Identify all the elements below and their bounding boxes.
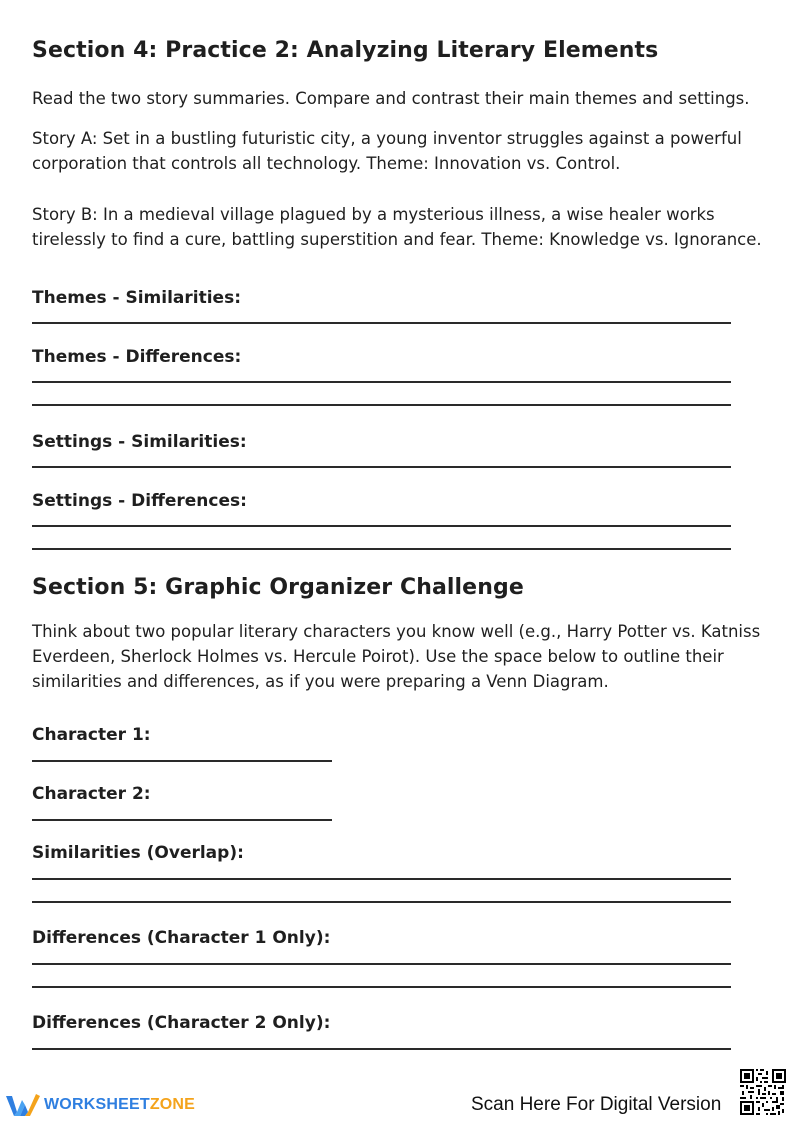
similarities-answer-line-2[interactable]: [32, 901, 731, 903]
character-2-label: Character 2:: [32, 784, 151, 804]
character-2-answer-line[interactable]: [32, 819, 332, 821]
logo-word-worksheet: WORKSHEET: [44, 1096, 150, 1113]
differences-character-2-answer-line[interactable]: [32, 1048, 731, 1050]
themes-similarities-label: Themes - Similarities:: [32, 288, 242, 308]
differences-character-1-answer-line-2[interactable]: [32, 986, 731, 988]
section-4-instructions: Read the two story summaries. Compare and contrast their main themes and settings.: [32, 89, 750, 108]
differences-character-2-label: Differences (Character 2 Only):: [32, 1013, 331, 1033]
similarities-overlap-label: Similarities (Overlap):: [32, 843, 244, 863]
settings-differences-answer-line-1[interactable]: [32, 525, 731, 527]
themes-differences-label: Themes - Differences:: [32, 347, 242, 367]
worksheet-zone-logo-text: [44, 1096, 195, 1114]
character-1-label: Character 1:: [32, 725, 151, 745]
section-5-instructions: Think about two popular literary characters you know well (e.g., Harry Potter vs. Katniss Everdeen, Sherlock Holmes vs. Hercule Poirot). Use the space below to outline their similarities and differences, as if you were preparing a Venn Diagram.: [32, 622, 761, 691]
qr-code-icon[interactable]: [740, 1069, 786, 1115]
settings-differences-label: Settings - Differences:: [32, 491, 247, 511]
settings-similarities-answer-line[interactable]: [32, 466, 731, 468]
settings-differences-answer-line-2[interactable]: [32, 548, 731, 550]
themes-similarities-answer-line[interactable]: [32, 322, 731, 324]
settings-similarities-label: Settings - Similarities:: [32, 432, 247, 452]
themes-differences-answer-line-1[interactable]: [32, 381, 731, 383]
similarities-answer-line-1[interactable]: [32, 878, 731, 880]
story-a-summary: Story A: Set in a bustling futuristic city, a young inventor struggles against a powerful corporation that controls all technology. Theme: Innovation vs. Control.: [32, 129, 742, 173]
differences-character-1-answer-line-1[interactable]: [32, 963, 731, 965]
section-5-title: Section 5: Graphic Organizer Challenge: [32, 575, 524, 600]
logo-word-zone: ZONE: [149, 1096, 196, 1113]
character-1-answer-line[interactable]: [32, 760, 332, 762]
differences-character-1-label: Differences (Character 1 Only):: [32, 928, 331, 948]
themes-differences-answer-line-2[interactable]: [32, 404, 731, 406]
section-4-title: Section 4: Practice 2: Analyzing Literary Elements: [32, 38, 659, 63]
scan-here-text: Scan Here For Digital Version: [471, 1094, 722, 1115]
story-b-summary: Story B: In a medieval village plagued by a mysterious illness, a wise healer works tirelessly to find a cure, battling superstition and fear. Theme: Knowledge vs. Ignorance.: [32, 205, 762, 249]
worksheet-zone-logo-icon: [6, 1092, 40, 1118]
